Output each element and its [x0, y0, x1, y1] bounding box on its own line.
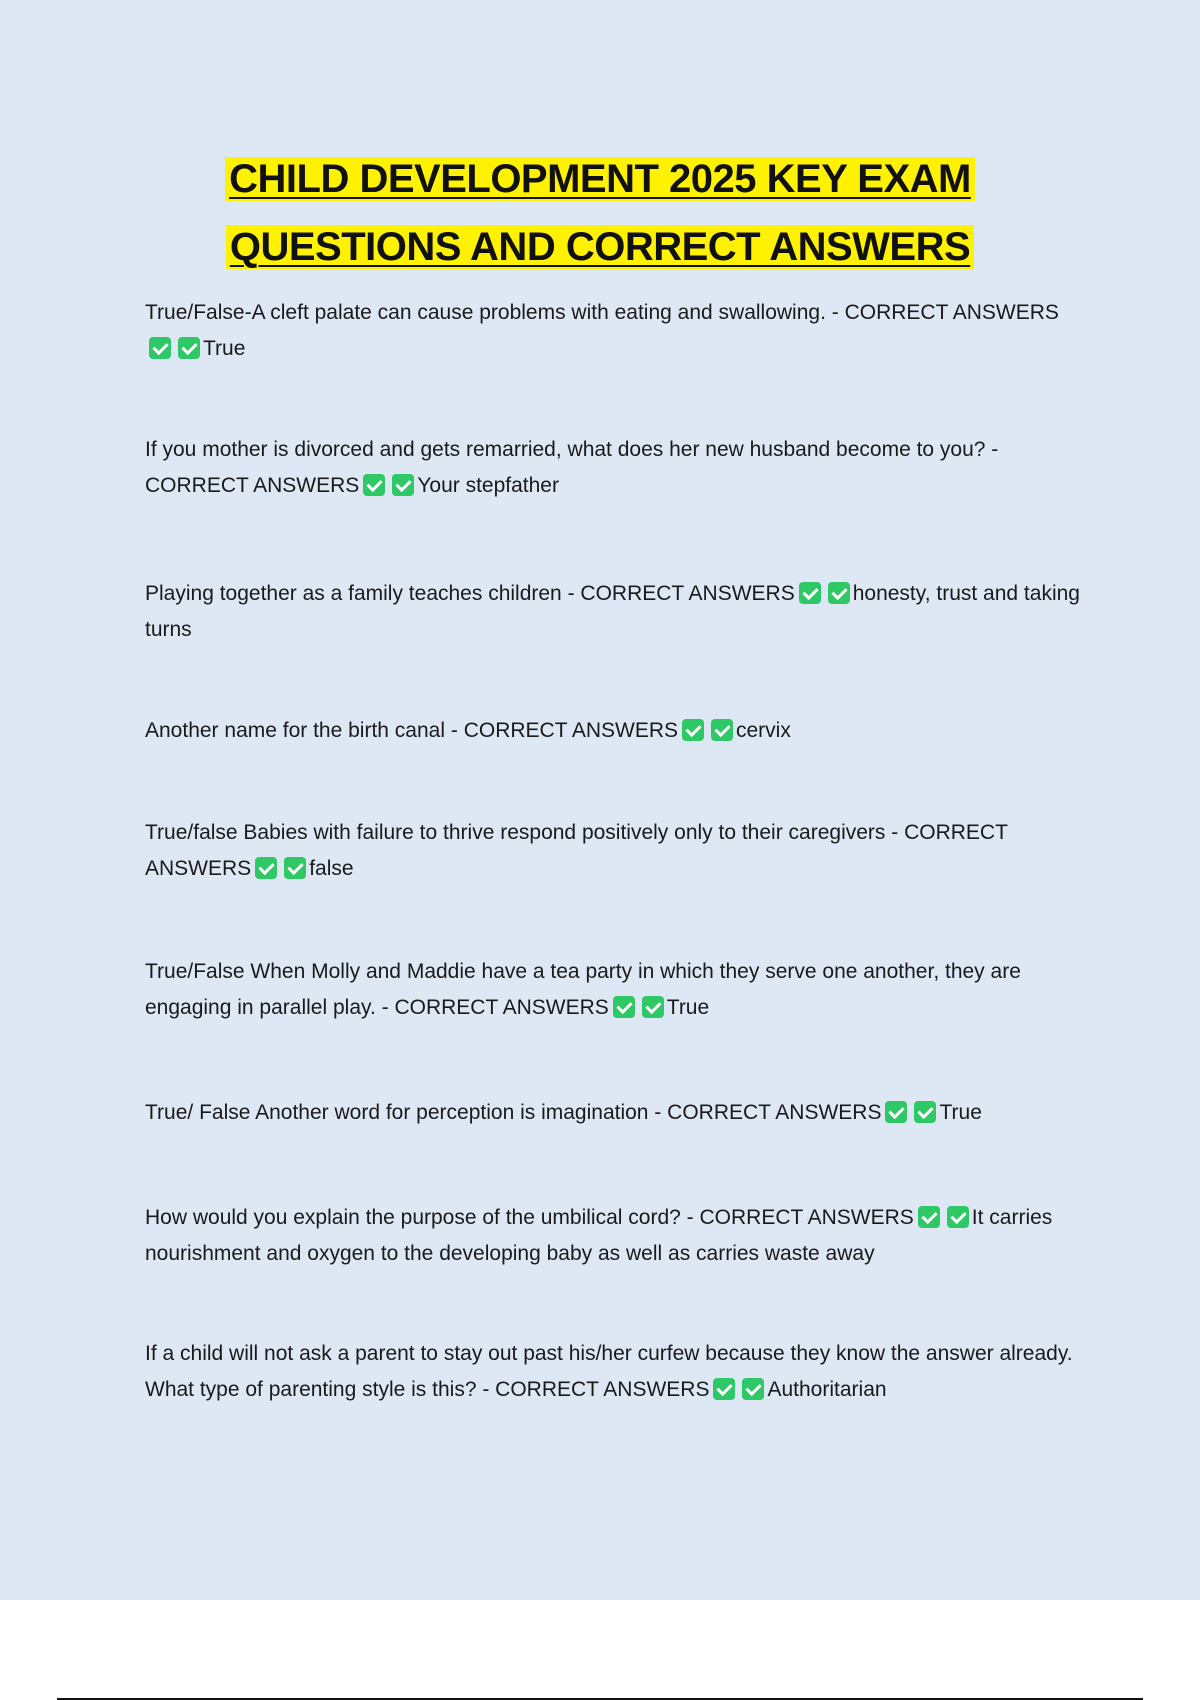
answer-text: Your stepfather — [417, 474, 559, 497]
qa-item — [145, 1095, 1085, 1131]
qa-item — [145, 954, 1085, 1026]
qa-item — [145, 1200, 1085, 1272]
check-icon — [828, 582, 850, 604]
answer-marker: CORRECT ANSWERS — [463, 719, 678, 742]
check-icon — [914, 1101, 936, 1123]
check-icon — [178, 337, 200, 359]
qa-item — [145, 815, 1085, 887]
question-text: True/False When Molly and Maddie have a tea party in which they serve one another, they are engaging in parallel play. - — [145, 960, 1021, 1019]
answer-text: True — [939, 1101, 982, 1124]
question-text: How would you explain the purpose of the umbilical cord? - — [145, 1206, 694, 1229]
title-line-2: QUESTIONS AND CORRECT ANSWERS — [226, 225, 974, 269]
question-text: Another name for the birth canal - — [145, 719, 458, 742]
answer-text: cervix — [736, 719, 791, 742]
check-icon — [642, 996, 664, 1018]
answer-marker: CORRECT ANSWERS — [667, 1101, 882, 1124]
check-icon — [711, 719, 733, 741]
check-icon — [742, 1378, 764, 1400]
answer-text: Authoritarian — [767, 1378, 887, 1401]
qa-item — [145, 1336, 1085, 1408]
answer-text: honesty, trust and taking turns — [145, 582, 1080, 641]
document-title — [100, 145, 1100, 281]
check-icon — [918, 1206, 940, 1228]
check-icon — [613, 996, 635, 1018]
answer-marker: CORRECT ANSWERS — [699, 1206, 914, 1229]
answer-marker: CORRECT ANSWERS — [844, 301, 1059, 324]
answer-marker: CORRECT ANSWERS — [145, 474, 360, 497]
answer-marker: CORRECT ANSWERS — [145, 821, 1008, 880]
question-text: True/false Babies with failure to thrive respond positively only to their caregivers - — [145, 821, 899, 844]
check-icon — [284, 857, 306, 879]
answer-marker: CORRECT ANSWERS — [580, 582, 795, 605]
qa-item — [145, 295, 1085, 367]
title-line-1: CHILD DEVELOPMENT 2025 KEY EXAM — [225, 157, 975, 201]
answer-text: It carries nourishment and oxygen to the developing baby as well as carries waste away — [145, 1206, 1053, 1265]
answer-marker: CORRECT ANSWERS — [394, 996, 609, 1019]
question-text: True/ False Another word for perception is imagination - — [145, 1101, 662, 1124]
check-icon — [885, 1101, 907, 1123]
qa-item — [145, 713, 1085, 749]
check-icon — [713, 1378, 735, 1400]
check-icon — [799, 582, 821, 604]
question-text: If a child will not ask a parent to stay out past his/her curfew because they know the answer already. What type of parenting style is this? - — [145, 1342, 1073, 1401]
check-icon — [255, 857, 277, 879]
answer-marker: CORRECT ANSWERS — [495, 1378, 710, 1401]
check-icon — [682, 719, 704, 741]
question-text: If you mother is divorced and gets remarried, what does her new husband become to you? - — [145, 438, 999, 461]
check-icon — [392, 474, 414, 496]
qa-item — [145, 576, 1085, 648]
check-icon — [363, 474, 385, 496]
question-text: True/False-A cleft palate can cause problems with eating and swallowing. - — [145, 301, 839, 324]
answer-text: True — [203, 337, 246, 360]
qa-item — [145, 432, 1085, 504]
check-icon — [149, 337, 171, 359]
question-text: Playing together as a family teaches children - — [145, 582, 575, 605]
answer-text: false — [309, 857, 354, 880]
check-icon — [947, 1206, 969, 1228]
answer-text: True — [666, 996, 710, 1019]
